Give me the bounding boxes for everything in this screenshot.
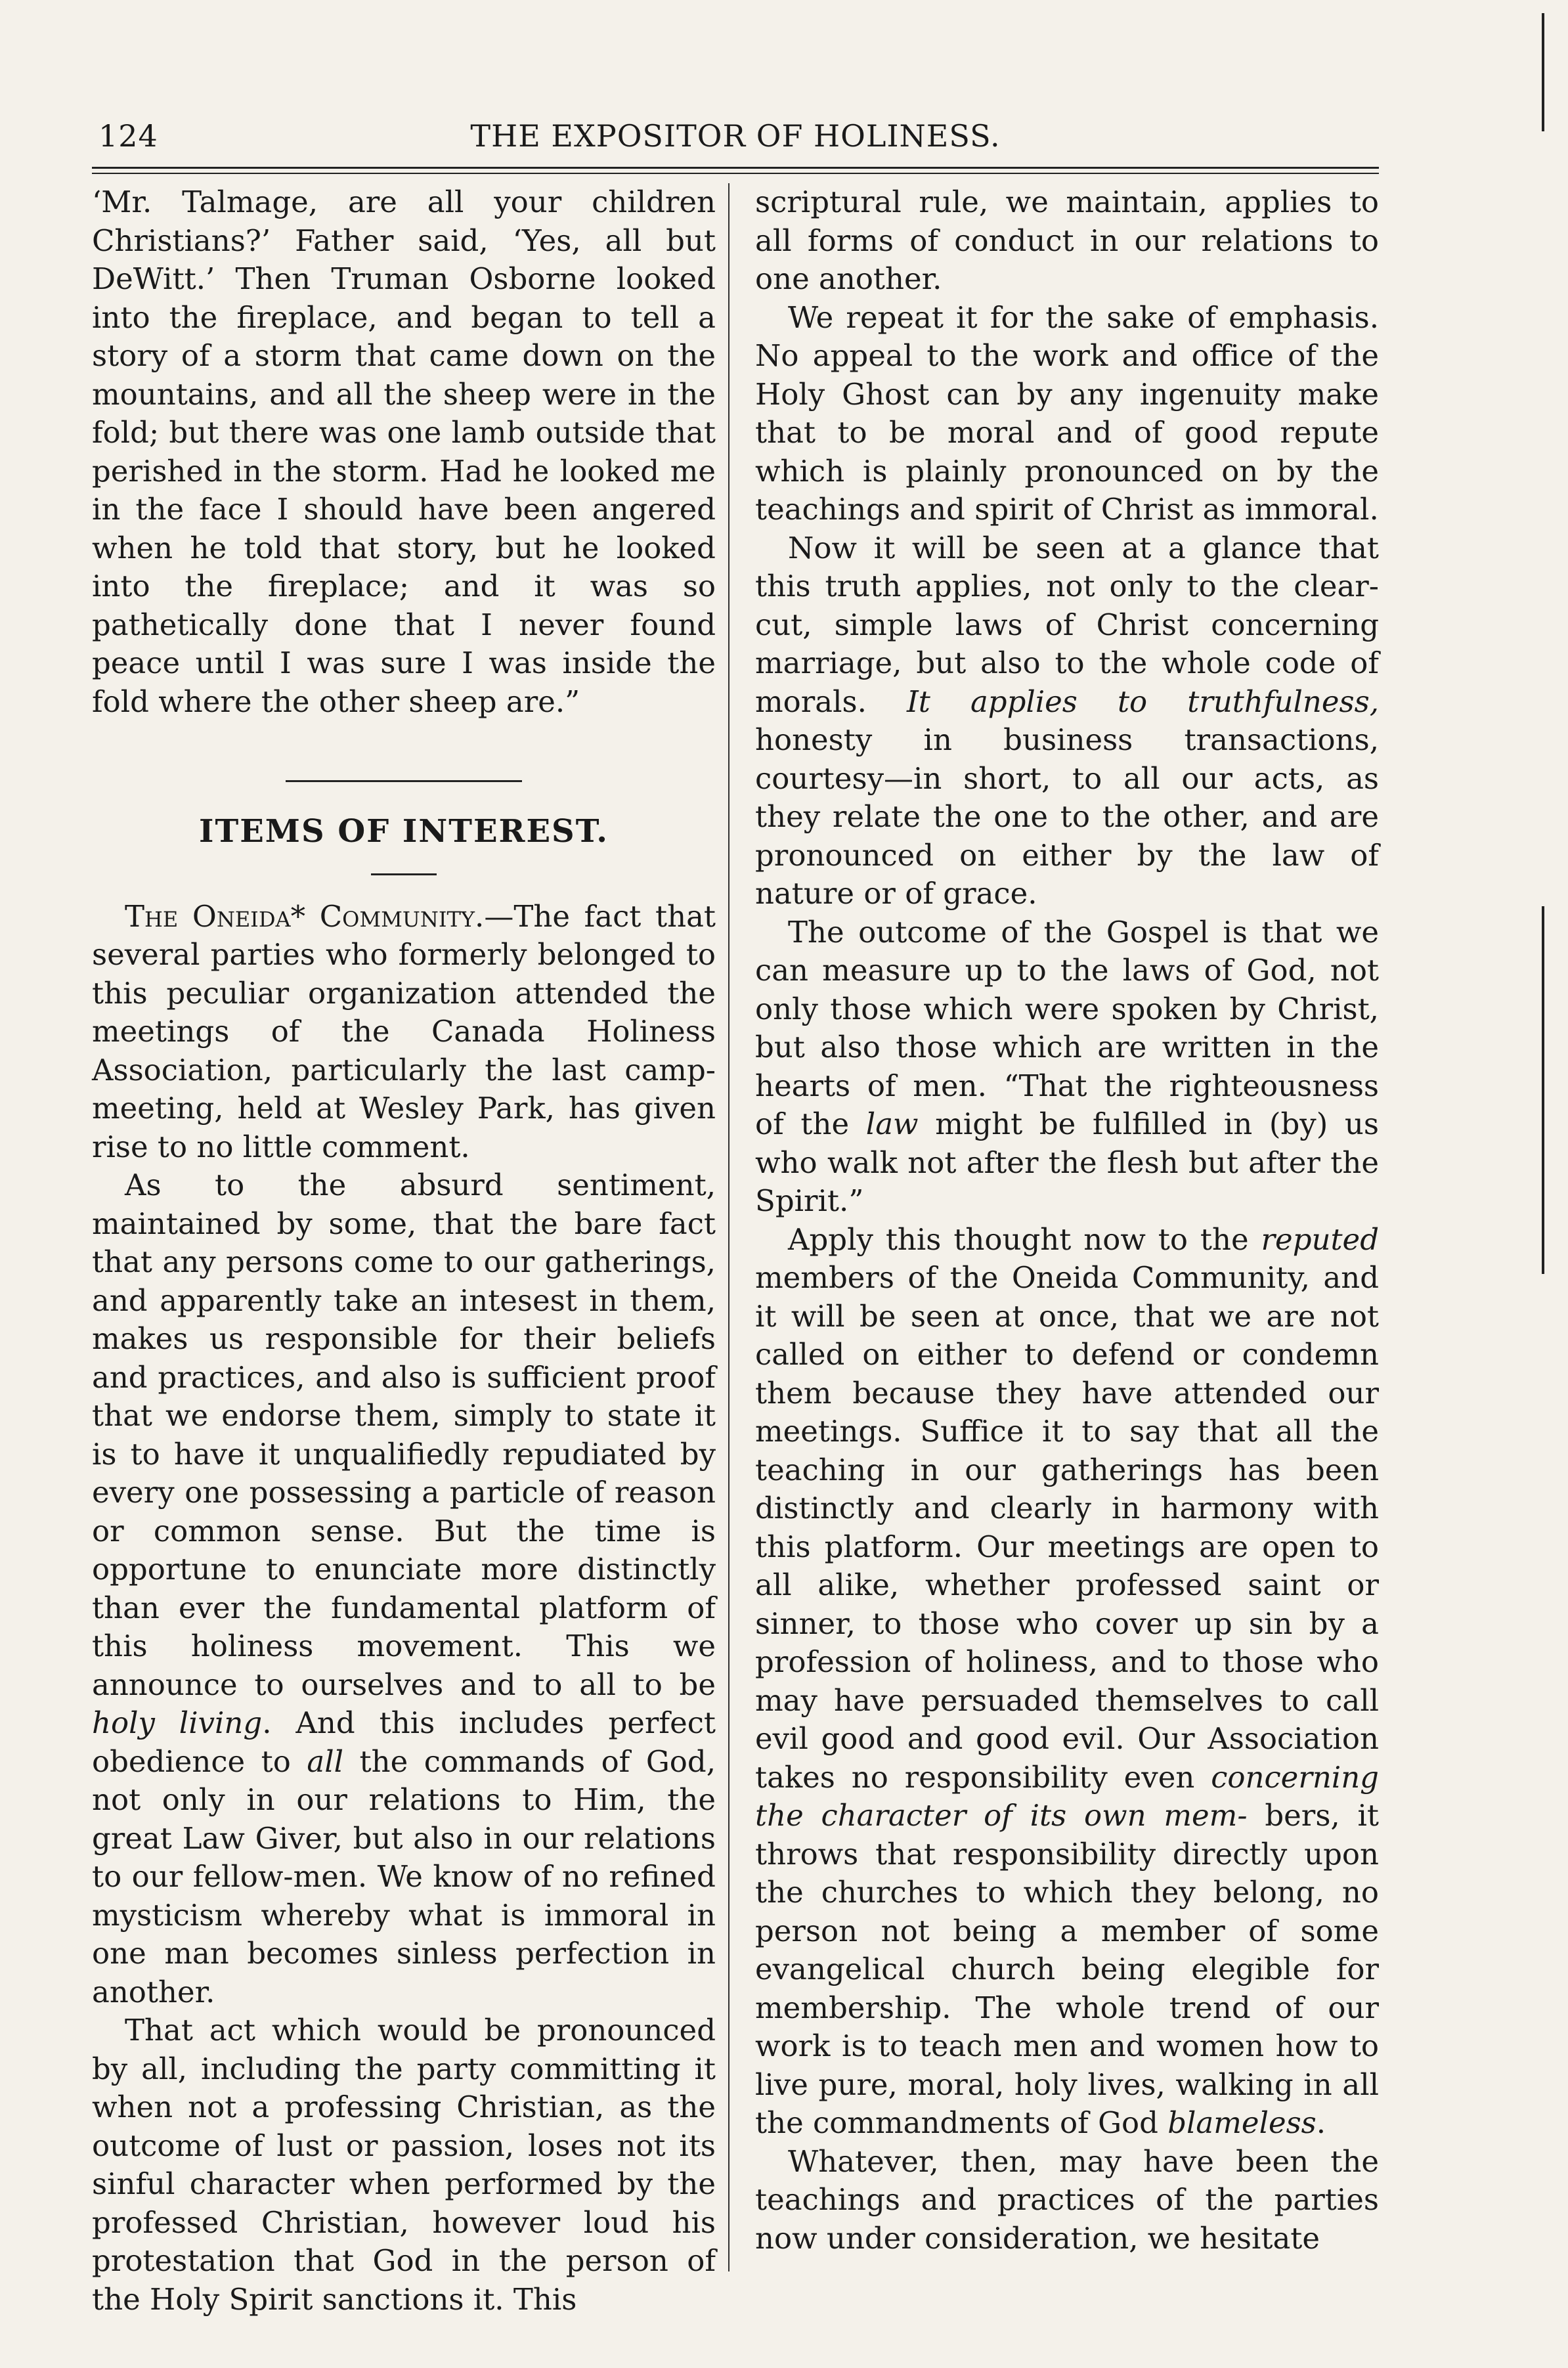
right-paragraph-5: Apply this thought now to the reputed members of the Oneida Community, and it will be seen at once, that we are not called on either to defend or condemn them because they have attended our meetings. Suffice it to say that all the teaching in our gatherings has been distinctly and clearly in harmony with this platform. Our meetings are open to all alike, whether professed saint or sinner, to those who cover up sin by a profession of holiness, and to those who may have persuaded themselves to call evil good and good evil. Our Association takes no responsibility even concerning the character of its own mem- bers, it throws that responsibility directly upon the churches to which they belong, no person not being a member of some evangelical church being elegible for membership. The whole trend of our work is to teach men and women how to live pure, moral, holy lives, walking in all the commandments of God blameless. bbox=[755, 1221, 1379, 2140]
header-rule bbox=[92, 167, 1379, 174]
left-paragraph-2: The Oneida* Community.—The fact that several parties who formerly belonged to this peculiar organization attended the meetings of the Canada Holiness Association, particularly the last camp-meeting, held at Wesley Park, has given rise to no little comment. bbox=[92, 898, 716, 1164]
right-column bbox=[755, 183, 1379, 2319]
page-edge-mark-top bbox=[1542, 13, 1544, 131]
left-column bbox=[92, 183, 716, 2319]
title-underline bbox=[371, 873, 437, 875]
right-paragraph-4: The outcome of the Gospel is that we can measure up to the laws of God, not only those which were spoken by Christ, but also those which are written in the hearts of men. “That the righteousness of the law might be fulfilled in (by) us who walk not after the flesh but after the Spirit.” bbox=[755, 914, 1379, 1218]
column-divider bbox=[728, 183, 730, 2271]
left-paragraph-1: ‘Mr. Talmage, are all your children Christians?’ Father said, ‘Yes, all but DeWitt.’ Then Truman Osborne looked into the fireplace, and began to tell a story of a storm that came down on the mountains, and all the sheep were in the fold; but there was one lamb outside that perished in the storm. Had he looked me in the face I should have been angered when he told that story, but he looked into the fireplace; and it was so pathetically done that I never found peace until I was sure I was inside the fold where the other sheep are.” bbox=[92, 185, 716, 719]
journal-page bbox=[92, 105, 1379, 2319]
section-title: ITEMS OF INTEREST. bbox=[199, 813, 609, 850]
section-separator bbox=[286, 780, 522, 782]
journal-title: THE EXPOSITOR OF HOLINESS. bbox=[470, 118, 1001, 154]
right-paragraph-2: We repeat it for the sake of emphasis. No appeal to the work and office of the Holy Ghost can by any ingenuity make that to be moral and of good repute which is plainly pronounced on by the teachings and spirit of Christ as immoral. bbox=[755, 299, 1379, 527]
running-header bbox=[92, 105, 1379, 162]
two-column-body bbox=[92, 183, 1379, 2319]
page-number: 124 bbox=[98, 118, 158, 154]
item-lead: The Oneida* Community. bbox=[125, 898, 485, 934]
right-paragraph-6: Whatever, then, may have been the teachings and practices of the parties now under consideration, we hesitate bbox=[755, 2143, 1379, 2256]
left-paragraph-3: As to the absurd sentiment, maintained by some, that the bare fact that any persons come to our gatherings, and apparently take an intesest in them, makes us responsible for their beliefs and practices, and also is sufficient proof that we endorse them, simply to state it is to have it unqualifiedly repudiated by every one possessing a particle of reason or common sense. But the time is opportune to enunciate more distinctly than ever the fundamental platform of this holiness movement. This we announce to ourselves and to all to be holy living. And this includes perfect obedience to all the commands of God, not only in our relations to Him, the great Law Giver, but also in our relations to our fellow-men. We know of no refined mysticism whereby what is immoral in one man becomes sinless perfection in another. bbox=[92, 1168, 716, 2009]
page-edge-mark-middle bbox=[1542, 906, 1544, 1274]
right-paragraph-3: Now it will be seen at a glance that this truth applies, not only to the clear-cut, simple laws of Christ concerning marriage, but also to the whole code of morals. It applies to truthfulness, honesty in business transactions, courtesy—in short, to all our acts, as they relate the one to the other, and are pronounced on either by the law of nature or of grace. bbox=[755, 530, 1380, 911]
left-paragraph-4: That act which would be pronounced by all, including the party committing it when not a professing Christian, as the outcome of lust or passion, loses not its sinful character when performed by the professed Christian, however loud his protestation that God in the person of the Holy Spirit sanctions it. This bbox=[92, 2013, 716, 2317]
right-paragraph-1: scriptural rule, we maintain, applies to all forms of conduct in our relations to one another. bbox=[755, 185, 1379, 296]
